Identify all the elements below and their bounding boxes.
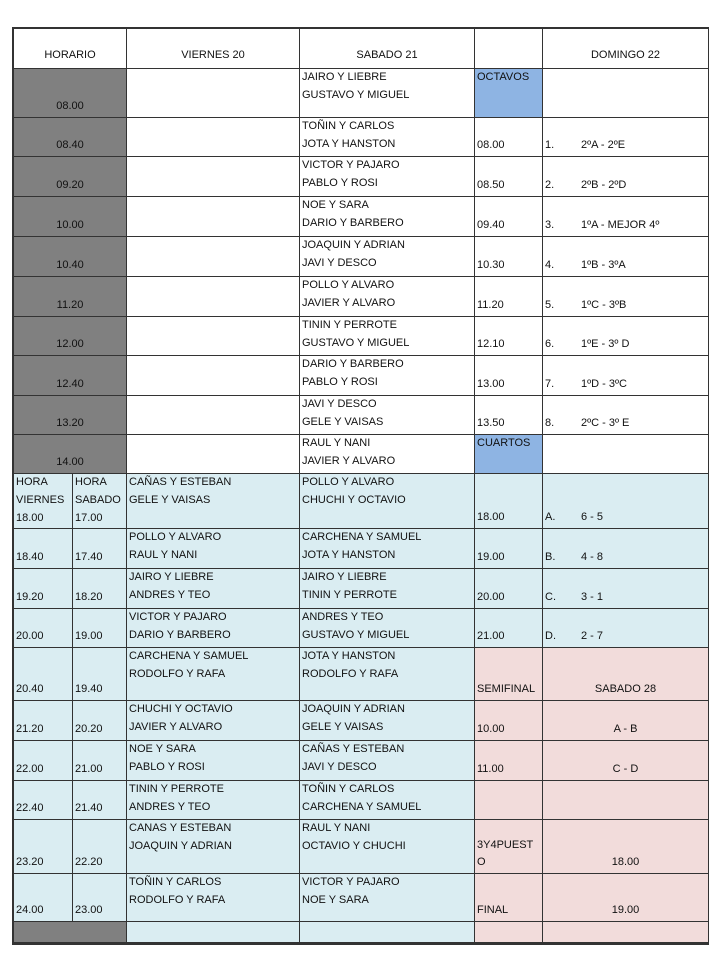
hora-viernes-cell: [14, 474, 73, 529]
time-cell: [14, 317, 127, 356]
hora-sabado-cell: [73, 874, 127, 922]
viernes-cell: [127, 157, 300, 197]
team-pair: RAUL Y NANI: [129, 549, 198, 561]
match-label: 1ºD - 3ºC: [581, 378, 627, 390]
team-pair: VICTOR Y PAJARO: [302, 876, 400, 888]
sabado-cell: [300, 277, 475, 317]
match-label: 18.00: [611, 856, 640, 868]
viernes-cell: [127, 435, 300, 474]
viernes-cell: [127, 648, 300, 701]
sabado-time: 21.40: [75, 802, 103, 814]
match-number: 6.: [545, 338, 555, 350]
team-pair: OCTAVIO Y CHUCHI: [302, 840, 406, 852]
hora-viernes-cell: [14, 569, 73, 609]
team-pair: RAUL Y NANI: [302, 437, 371, 449]
sabado-cell: [300, 435, 475, 474]
sunday-match-cell: [543, 820, 709, 874]
sunday-time: CUARTOS: [477, 437, 531, 449]
sunday-time-cell: [475, 781, 543, 820]
match-label: 1ºB - 3ºA: [581, 259, 626, 271]
sunday-match-cell: [543, 277, 709, 317]
header-label: HORARIO: [44, 49, 96, 61]
empty-cell: [300, 922, 475, 943]
sabado-cell: [300, 69, 475, 118]
sunday-time: O: [477, 856, 486, 868]
sunday-time-cell: [475, 356, 543, 396]
sabado-cell: [300, 317, 475, 356]
team-pair: DARIO Y BARBERO: [302, 217, 404, 229]
hora-header: 18.00: [16, 512, 44, 524]
team-pair: CHUCHI Y OCTAVIO: [302, 494, 406, 506]
team-pair: JOTA Y HANSTON: [302, 650, 396, 662]
hora-sabado-cell: [73, 701, 127, 741]
team-pair: NOE Y SARA: [129, 743, 196, 755]
team-pair: NOE Y SARA: [302, 894, 369, 906]
team-pair: NOE Y SARA: [302, 199, 369, 211]
sunday-match-cell: [543, 317, 709, 356]
viernes-cell: [127, 118, 300, 157]
header-label: VIERNES 20: [181, 49, 245, 61]
sabado-cell: [300, 356, 475, 396]
hora-header: HORA: [16, 476, 48, 488]
header-label: SABADO 21: [356, 49, 418, 61]
time-cell: [14, 157, 127, 197]
team-pair: CAÑAS Y ESTEBAN: [302, 743, 405, 755]
sabado-cell: [300, 569, 475, 609]
sunday-time-cell: [475, 741, 543, 781]
team-pair: JAVI Y DESCO: [302, 761, 377, 773]
match-label: 2ºB - 2ºD: [581, 179, 627, 191]
match-label: SABADO 28: [594, 683, 657, 695]
team-pair: TOÑIN Y CARLOS: [302, 783, 395, 795]
match-label: 2ºC - 3º E: [581, 417, 630, 429]
hora-viernes-cell: [14, 874, 73, 922]
time-cell: [14, 356, 127, 396]
sunday-time-cell: [475, 396, 543, 435]
team-pair: PABLO Y ROSI: [129, 761, 205, 773]
sunday-time: 08.00: [477, 139, 505, 151]
sabado-cell: [300, 118, 475, 157]
schedule-table: [12, 27, 709, 945]
viernes-cell: [127, 69, 300, 118]
team-pair: ANDRES Y TEO: [129, 589, 211, 601]
team-pair: POLLO Y ALVARO: [302, 476, 395, 488]
team-pair: RODOLFO Y RAFA: [129, 668, 226, 680]
sunday-time: 08.50: [477, 179, 505, 191]
viernes-time: 21.20: [16, 723, 44, 735]
time-label: 08.00: [56, 100, 84, 112]
sunday-time-cell: [475, 277, 543, 317]
time-cell: [14, 396, 127, 435]
team-pair: POLLO Y ALVARO: [302, 279, 395, 291]
hora-sabado-cell: [73, 781, 127, 820]
match-label: C - D: [612, 763, 639, 775]
time-label: 09.20: [56, 179, 84, 191]
team-pair: TININ Y PERROTE: [302, 589, 397, 601]
sabado-time: 19.40: [75, 683, 103, 695]
match-label: 6 - 5: [581, 511, 604, 523]
team-pair: CARCHENA Y SAMUEL: [302, 801, 422, 813]
hora-sabado-cell: [73, 820, 127, 874]
match-label: 1ºE - 3º D: [581, 338, 630, 350]
match-number: 2.: [545, 179, 555, 191]
empty-cell: [475, 922, 543, 943]
sunday-time-cell: [475, 69, 543, 118]
sabado-cell: [300, 741, 475, 781]
hora-sabado-cell: [73, 741, 127, 781]
sunday-match-cell: [543, 435, 709, 474]
sabado-time: 18.20: [75, 591, 103, 603]
sunday-time: 11.00: [477, 763, 504, 775]
sunday-time-cell: [475, 435, 543, 474]
header-cell: [543, 29, 709, 69]
match-number: 7.: [545, 378, 555, 390]
team-pair: JAVIER Y ALVARO: [302, 297, 396, 309]
sunday-match-cell: [543, 781, 709, 820]
header-label: DOMINGO 22: [590, 49, 661, 61]
viernes-cell: [127, 356, 300, 396]
sabado-cell: [300, 529, 475, 569]
sunday-time: 18.00: [477, 511, 505, 523]
team-pair: JAVI Y DESCO: [302, 398, 377, 410]
viernes-time: 24.00: [16, 904, 44, 916]
hora-viernes-cell: [14, 609, 73, 648]
sunday-time: 10.00: [477, 723, 505, 735]
sunday-time: OCTAVOS: [477, 71, 530, 83]
viernes-time: 23.20: [16, 856, 44, 868]
time-label: 10.40: [56, 259, 84, 271]
sunday-match-cell: [543, 118, 709, 157]
sabado-time: 19.00: [75, 630, 103, 642]
sunday-time: 13.50: [477, 417, 505, 429]
team-pair: JAVI Y DESCO: [302, 257, 377, 269]
viernes-cell: [127, 609, 300, 648]
sunday-time: 19.00: [477, 551, 505, 563]
team-pair: RODOLFO Y RAFA: [129, 894, 226, 906]
sunday-time: 12.10: [477, 338, 505, 350]
sunday-time-cell: [475, 118, 543, 157]
match-label: 2ºA - 2ºE: [581, 139, 626, 151]
viernes-cell: [127, 396, 300, 435]
sunday-match-cell: [543, 396, 709, 435]
match-number: D.: [545, 630, 556, 642]
viernes-cell: [127, 474, 300, 529]
team-pair: JOAQUIN Y ADRIAN: [302, 239, 405, 251]
team-pair: JOTA Y HANSTON: [302, 138, 396, 150]
sunday-time-cell: [475, 648, 543, 701]
time-label: 12.00: [56, 338, 84, 350]
hora-viernes-cell: [14, 741, 73, 781]
sunday-match-cell: [543, 609, 709, 648]
match-label: A - B: [613, 723, 638, 735]
hora-viernes-cell: [14, 529, 73, 569]
sunday-time: 13.00: [477, 378, 505, 390]
team-pair: JOAQUIN Y ADRIAN: [129, 840, 232, 852]
team-pair: TOÑIN Y CARLOS: [129, 876, 222, 888]
sunday-time: 10.30: [477, 259, 505, 271]
viernes-cell: [127, 569, 300, 609]
sunday-match-cell: [543, 237, 709, 277]
sunday-match-cell: [543, 648, 709, 701]
match-label: 1ºA - MEJOR 4º: [581, 219, 660, 231]
time-label: 10.00: [56, 219, 84, 231]
hora-viernes-cell: [14, 648, 73, 701]
sabado-cell: [300, 648, 475, 701]
match-number: 5.: [545, 299, 555, 311]
viernes-cell: [127, 317, 300, 356]
hora-sabado-cell: [73, 474, 127, 529]
team-pair: TOÑIN Y CARLOS: [302, 120, 395, 132]
sunday-match-cell: [543, 69, 709, 118]
team-pair: GUSTAVO Y MIGUEL: [302, 629, 410, 641]
team-pair: TININ Y PERROTE: [302, 319, 397, 331]
sabado-time: 22.20: [75, 856, 103, 868]
hora-viernes-cell: [14, 781, 73, 820]
team-pair: GUSTAVO Y MIGUEL: [302, 89, 410, 101]
team-pair: VICTOR Y PAJARO: [129, 611, 227, 623]
viernes-time: 18.40: [16, 551, 44, 563]
sabado-cell: [300, 874, 475, 922]
team-pair: JAIRO Y LIEBRE: [302, 571, 387, 583]
sabado-cell: [300, 197, 475, 237]
viernes-cell: [127, 197, 300, 237]
sunday-match-cell: [543, 356, 709, 396]
sabado-cell: [300, 474, 475, 529]
header-cell: [127, 29, 300, 69]
sabado-cell: [300, 820, 475, 874]
team-pair: TININ Y PERROTE: [129, 783, 224, 795]
hora-viernes-cell: [14, 701, 73, 741]
sunday-time-cell: [475, 529, 543, 569]
sabado-cell: [300, 396, 475, 435]
viernes-cell: [127, 874, 300, 922]
team-pair: CANAS Y ESTEBAN: [129, 822, 232, 834]
sabado-time: 20.20: [75, 723, 103, 735]
team-pair: JAVIER Y ALVARO: [129, 721, 223, 733]
sunday-time-cell: [475, 701, 543, 741]
empty-cell: [543, 922, 709, 943]
hora-header: HORA: [75, 476, 107, 488]
team-pair: GELE Y VAISAS: [129, 494, 211, 506]
viernes-cell: [127, 277, 300, 317]
sabado-cell: [300, 609, 475, 648]
hora-sabado-cell: [73, 569, 127, 609]
team-pair: JOAQUIN Y ADRIAN: [302, 703, 405, 715]
match-number: B.: [545, 551, 556, 563]
viernes-cell: [127, 529, 300, 569]
viernes-time: 22.00: [16, 763, 44, 775]
time-cell: [14, 197, 127, 237]
team-pair: ANDRES Y TEO: [302, 611, 384, 623]
sunday-time-cell: [475, 569, 543, 609]
time-cell: [14, 435, 127, 474]
match-label: 19.00: [611, 904, 640, 916]
team-pair: CHUCHI Y OCTAVIO: [129, 703, 233, 715]
team-pair: JAVIER Y ALVARO: [302, 455, 396, 467]
time-label: 14.00: [56, 456, 84, 468]
team-pair: PABLO Y ROSI: [302, 177, 378, 189]
hora-sabado-cell: [73, 648, 127, 701]
hora-header: VIERNES: [16, 494, 65, 506]
match-number: 4.: [545, 259, 555, 271]
sunday-time: SEMIFINAL: [477, 683, 536, 695]
viernes-cell: [127, 237, 300, 277]
sabado-time: 17.40: [75, 551, 103, 563]
team-pair: JOTA Y HANSTON: [302, 549, 396, 561]
viernes-cell: [127, 781, 300, 820]
match-label: 3 - 1: [581, 591, 604, 603]
team-pair: VICTOR Y PAJARO: [302, 159, 400, 171]
viernes-cell: [127, 701, 300, 741]
sunday-time: 11.20: [477, 299, 504, 311]
team-pair: PABLO Y ROSI: [302, 376, 378, 388]
team-pair: POLLO Y ALVARO: [129, 531, 222, 543]
team-pair: RODOLFO Y RAFA: [302, 668, 399, 680]
match-label: 2 - 7: [581, 630, 604, 642]
sunday-time: FINAL: [477, 904, 509, 916]
sabado-cell: [300, 157, 475, 197]
sunday-match-cell: [543, 157, 709, 197]
time-cell: [14, 118, 127, 157]
time-label: 12.40: [56, 378, 84, 390]
viernes-time: 22.40: [16, 802, 44, 814]
team-pair: DARIO Y BARBERO: [302, 358, 404, 370]
sabado-time: 23.00: [75, 904, 103, 916]
sabado-cell: [300, 237, 475, 277]
viernes-cell: [127, 820, 300, 874]
time-label: 13.20: [56, 417, 84, 429]
empty-cell: [127, 922, 300, 943]
time-cell: [14, 277, 127, 317]
sunday-time-cell: [475, 474, 543, 529]
time-label: 11.20: [56, 299, 84, 311]
hora-header: 17.00: [75, 512, 103, 524]
time-label: 08.40: [56, 139, 84, 151]
sunday-time: 20.00: [477, 591, 505, 603]
sunday-time-cell: [475, 237, 543, 277]
sunday-match-cell: [543, 741, 709, 781]
team-pair: CARCHENA Y SAMUEL: [302, 531, 422, 543]
match-number: 8.: [545, 417, 555, 429]
sunday-match-cell: [543, 474, 709, 529]
team-pair: ANDRES Y TEO: [129, 801, 211, 813]
sabado-time: 21.00: [75, 763, 103, 775]
viernes-cell: [127, 741, 300, 781]
viernes-time: 19.20: [16, 591, 44, 603]
team-pair: GUSTAVO Y MIGUEL: [302, 337, 410, 349]
time-cell: [14, 237, 127, 277]
sunday-match-cell: [543, 529, 709, 569]
viernes-time: 20.40: [16, 683, 44, 695]
match-number: 1.: [545, 139, 555, 151]
team-pair: JAIRO Y LIEBRE: [302, 71, 387, 83]
team-pair: JAIRO Y LIEBRE: [129, 571, 214, 583]
viernes-time: 20.00: [16, 630, 44, 642]
team-pair: GELE Y VAISAS: [302, 721, 384, 733]
sunday-time-cell: [475, 157, 543, 197]
team-pair: CARCHENA Y SAMUEL: [129, 650, 249, 662]
sunday-time: 3Y4PUEST: [477, 839, 534, 851]
sunday-match-cell: [543, 701, 709, 741]
sunday-time-cell: [475, 317, 543, 356]
match-label: 1ºC - 3ºB: [581, 299, 627, 311]
empty-cell: [14, 922, 127, 943]
team-pair: GELE Y VAISAS: [302, 416, 384, 428]
sunday-time-cell: [475, 197, 543, 237]
hora-sabado-cell: [73, 529, 127, 569]
time-cell: [14, 69, 127, 118]
sabado-cell: [300, 781, 475, 820]
match-number: A.: [545, 511, 556, 523]
match-number: C.: [545, 591, 556, 603]
team-pair: CAÑAS Y ESTEBAN: [129, 476, 232, 488]
sunday-time-cell: [475, 609, 543, 648]
match-number: 3.: [545, 219, 555, 231]
hora-sabado-cell: [73, 609, 127, 648]
sunday-time: 21.00: [477, 630, 505, 642]
sunday-time-cell: [475, 874, 543, 922]
team-pair: DARIO Y BARBERO: [129, 629, 231, 641]
sunday-match-cell: [543, 197, 709, 237]
header-cell: [300, 29, 475, 69]
hora-header: SABADO: [75, 494, 121, 506]
header-cell: [14, 29, 127, 69]
header-cell: [475, 29, 543, 69]
sabado-cell: [300, 701, 475, 741]
sunday-time: 09.40: [477, 219, 505, 231]
hora-viernes-cell: [14, 820, 73, 874]
sunday-match-cell: [543, 874, 709, 922]
match-label: 4 - 8: [581, 551, 604, 563]
sunday-time-cell: [475, 820, 543, 874]
team-pair: RAUL Y NANI: [302, 822, 371, 834]
sunday-match-cell: [543, 569, 709, 609]
